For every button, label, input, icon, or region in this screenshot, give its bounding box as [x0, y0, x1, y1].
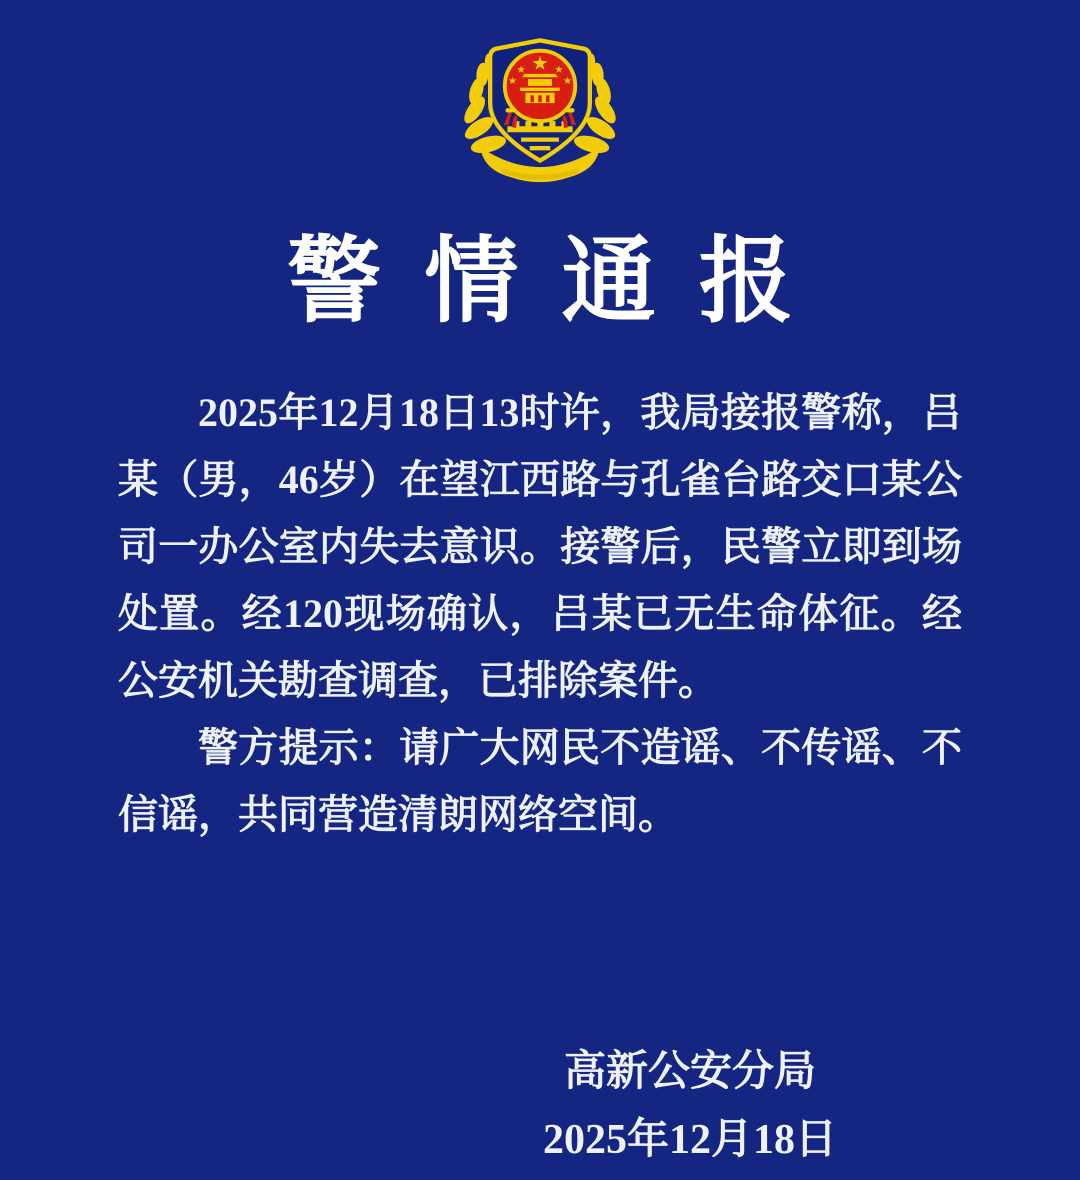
notice-body: [118, 379, 962, 848]
signature-date: 2025年12月18日: [542, 1117, 837, 1163]
notice-paragraph: 警方提示：请广大网民不造谣、不传谣、不信谣，共同营造清朗网络空间。: [118, 725, 962, 837]
notice-paragraph: 2025年12月18日13时许，我局接报警称，吕某（男，46岁）在望江西路与孔雀台路交口某公司一办公室内失去意识。接警后，民警立即到场处置。经120现场确认，吕某已无生命体征。经公安机关勘查调查，已排除案件。: [118, 390, 962, 703]
police-badge-icon: [454, 24, 626, 189]
page-title: 警情通报: [287, 230, 837, 334]
signature-block: [300, 1038, 1080, 1174]
police-badge-emblem: [0, 0, 1080, 189]
signature-agency: 高新公安分局: [563, 1049, 816, 1095]
